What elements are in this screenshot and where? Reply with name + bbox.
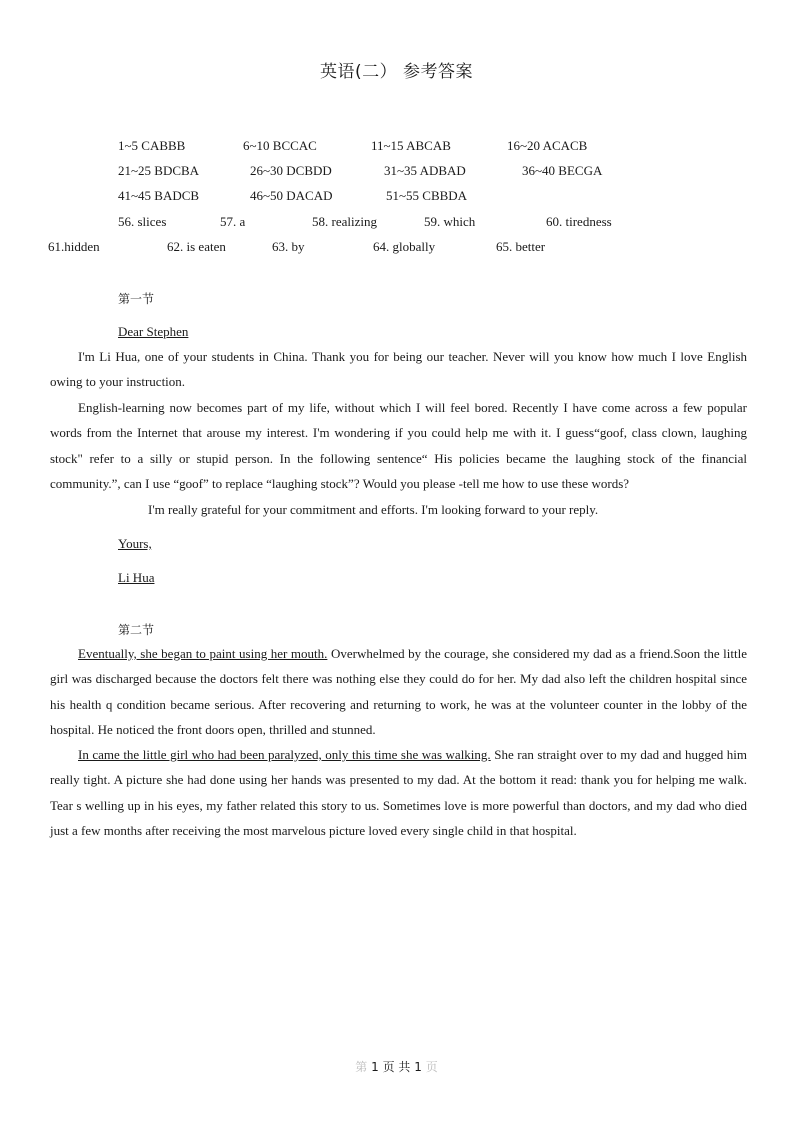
answer-item: 16~20 ACACB — [507, 138, 588, 153]
answer-row-4 — [0, 214, 793, 232]
story-paragraph-1 — [50, 641, 747, 742]
footer-close: 页 — [425, 1060, 438, 1074]
answer-item: 58. realizing — [312, 214, 377, 229]
letter-paragraph-3: I'm really grateful for your commitment and efforts. I'm looking forward to your reply. — [148, 502, 599, 517]
answer-item: 63. by — [272, 239, 305, 254]
answer-item: 31~35 ADBAD — [384, 163, 466, 178]
letter-paragraph-2: English-learning now becomes part of my life, without which I will feel bored. Recently I have come across a few popular words from the Internet that arouse my interest. I'm wondering if you could help me with it. I guess“goof, class clown, laughing stock" refer to a silly or stupid person. In the following sentence“ His policies became the laughing stock of the financial community.”, can I use “goof” to replace “laughing stock”? Would you please -tell me how to use these words? — [50, 400, 747, 491]
answer-item: 6~10 BCCAC — [243, 138, 317, 153]
answer-item: 56. slices — [118, 214, 167, 229]
letter-paragraph-1: I'm Li Hua, one of your students in China. Thank you for being our teacher. Never will you know how much I love English owing to your instruction. — [50, 349, 747, 390]
answer-item: 21~25 BDCBA — [118, 163, 200, 178]
answer-row-3 — [0, 188, 793, 206]
answer-item: 11~15 ABCAB — [371, 138, 451, 153]
answer-item: 62. is eaten — [167, 239, 226, 254]
letter-closing: Yours, — [118, 536, 152, 551]
answer-item: 59. which — [424, 214, 476, 229]
answer-row-2 — [0, 163, 793, 181]
answer-item: 26~30 DCBDD — [250, 163, 332, 178]
footer-open: 第 — [355, 1060, 368, 1074]
answer-item: 57. a — [220, 214, 246, 229]
answer-item: 61.hidden — [48, 239, 100, 254]
underlined-sentence: In came the little girl who had been paralyzed, only this time she was walking. — [78, 747, 491, 762]
answer-row-5 — [0, 239, 793, 257]
answer-item: 64. globally — [373, 239, 436, 254]
section-2-heading: 第二节 — [118, 623, 155, 637]
footer-total-pages: 1 — [414, 1060, 422, 1074]
answer-item: 41~45 BADCB — [118, 188, 200, 203]
paragraph-text: She ran straight over to my dad and hugged him really tight. A picture she had done using her hands was presented to my dad. At the bottom it read: thank you for helping me walk. Tear s welling up in his eyes, my father related this story to us. Sometimes love is more powerful than doctors, and my dad who died just a few months after receiving the most marvelous picture loved every single child in that hospital. — [50, 747, 748, 838]
answer-item: 1~5 CABBB — [118, 138, 186, 153]
answer-item: 65. better — [496, 239, 546, 254]
footer-mid: 页 共 — [382, 1060, 411, 1074]
page-title: 英语(二） 参考答案 — [319, 62, 474, 82]
page-footer — [0, 1058, 793, 1075]
letter-salutation: Dear Stephen — [118, 324, 189, 339]
footer-page-number: 1 — [371, 1060, 379, 1074]
answer-item: 51~55 CBBDA — [386, 188, 468, 203]
section-1-heading: 第一节 — [118, 292, 155, 306]
answer-item: 36~40 BECGA — [522, 163, 603, 178]
answer-item: 46~50 DACAD — [250, 188, 333, 203]
answer-item: 60. tiredness — [546, 214, 612, 229]
answer-row-1 — [0, 138, 793, 156]
letter-signature: Li Hua — [118, 570, 155, 585]
paragraph-text: Overwhelmed by the courage, she considered my dad as a friend.Soon the little girl was discharged because the doctors felt there was nothing else they could do for her. My dad also left the children hospital since his health q condition became serious. After recovering and returning to work, he was at the volunteer counter in the lobby of the hospital. He noticed the front doors open, thrilled and stunned. — [50, 646, 747, 737]
story-paragraph-2 — [50, 742, 747, 843]
underlined-sentence: Eventually, she began to paint using her mouth. — [78, 646, 328, 661]
